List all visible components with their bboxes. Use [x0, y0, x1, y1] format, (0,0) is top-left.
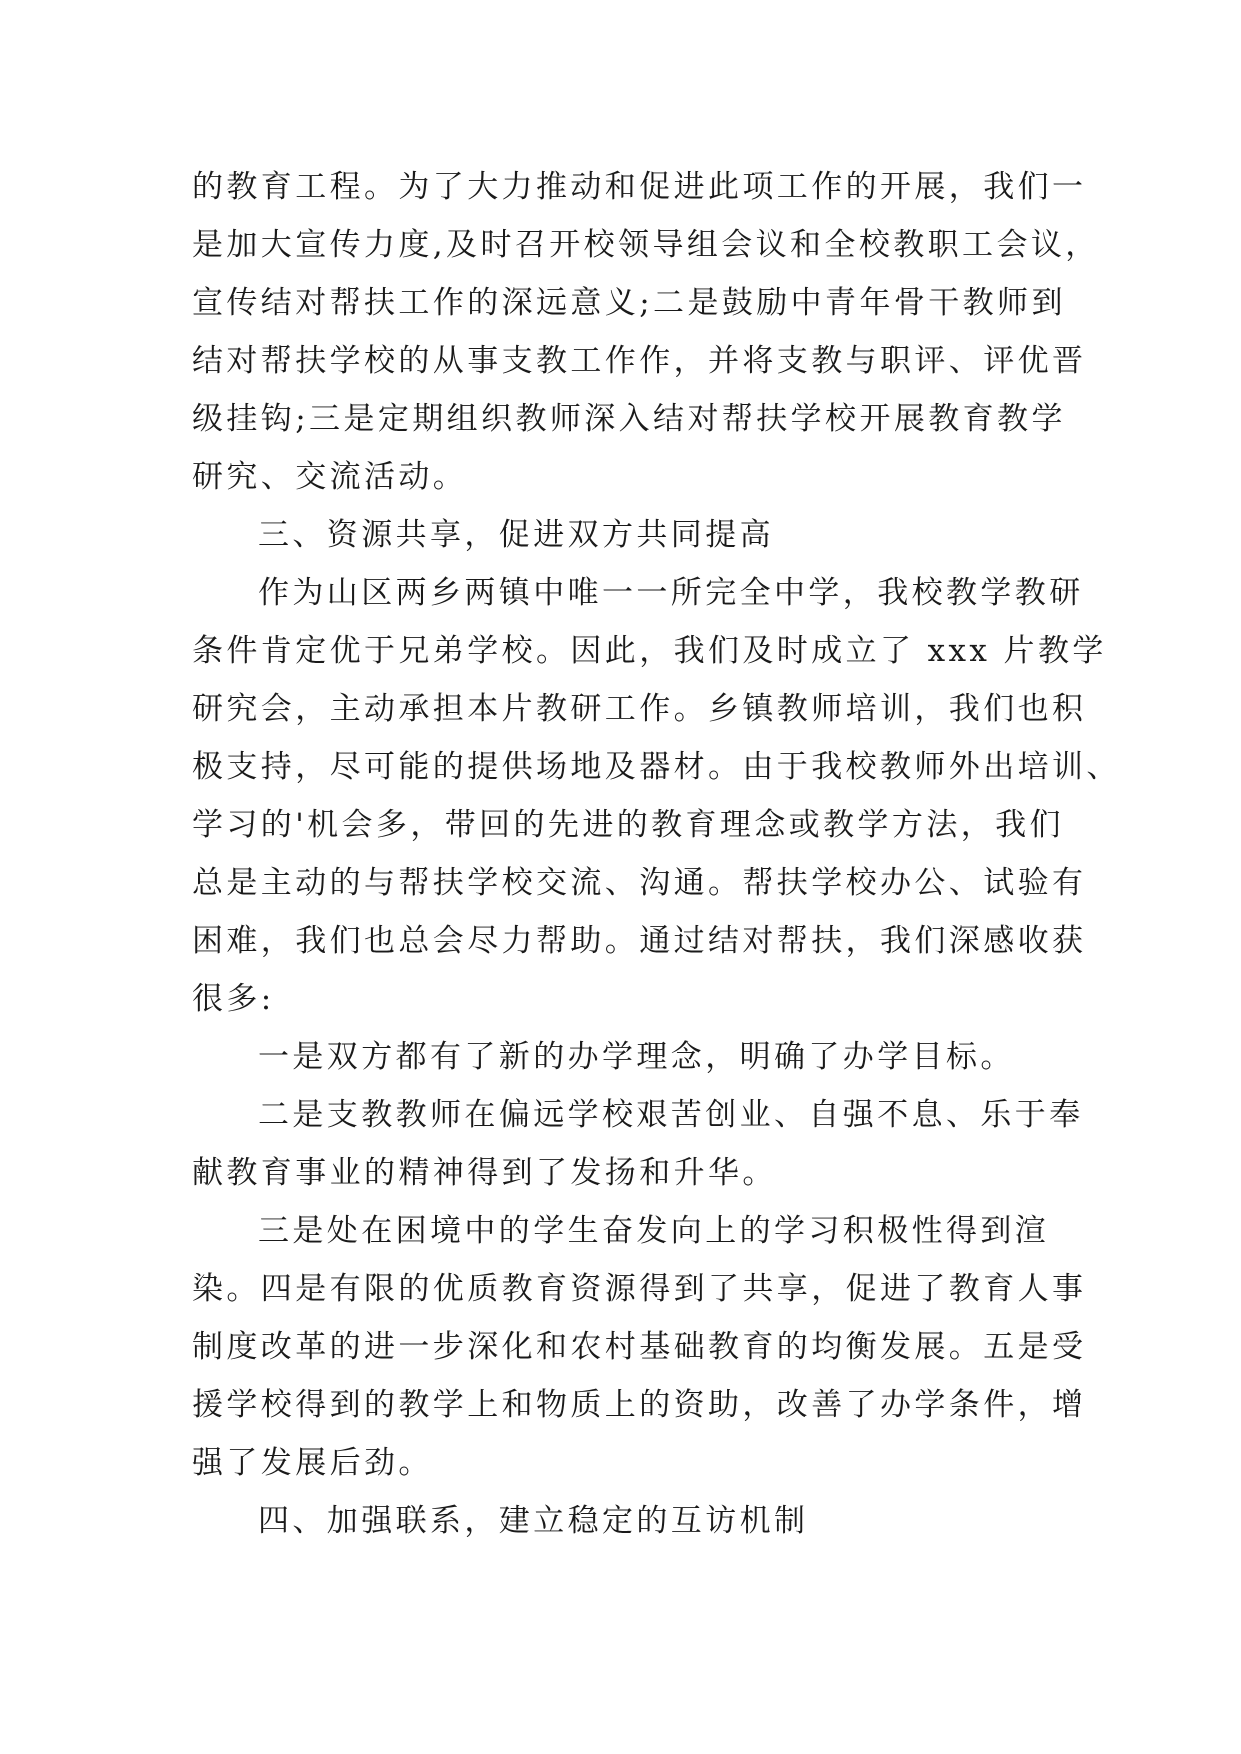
- paragraph-line: 是加大宣传力度,及时召开校领导组会议和全校教职工会议，: [192, 227, 1100, 263]
- list-item-2: 二是支教教师在偏远学校艰苦创业、自强不息、乐于奉: [258, 1097, 1084, 1133]
- paragraph-line: 研究会，主动承担本片教研工作。乡镇教师培训，我们也积: [192, 691, 1087, 727]
- paragraph-line: 困难，我们也总会尽力帮助。通过结对帮扶，我们深感收获: [192, 923, 1087, 959]
- paragraph-line: 很多:: [192, 981, 275, 1017]
- paragraph-line: 极支持，尽可能的提供场地及器材。由于我校教师外出培训、: [192, 749, 1121, 785]
- section-heading-4: 四、加强联系，建立稳定的互访机制: [258, 1503, 809, 1539]
- list-item-3: 三是处在困境中的学生奋发向上的学习积极性得到渲: [258, 1213, 1050, 1249]
- list-item-1: 一是双方都有了新的办学理念，明确了办学目标。: [258, 1039, 1015, 1075]
- section-heading-3: 三、资源共享，促进双方共同提高: [258, 517, 774, 553]
- paragraph-line: 学习的'机会多，带回的先进的教育理念或教学方法，我们: [192, 807, 1064, 843]
- paragraph-line: 的教育工程。为了大力推动和促进此项工作的开展，我们一: [192, 169, 1087, 205]
- paragraph-line: 强了发展后劲。: [192, 1445, 433, 1481]
- paragraph-line: 援学校得到的教学上和物质上的资助，改善了办学条件，增: [192, 1387, 1087, 1423]
- paragraph-line: 级挂钩;三是定期组织教师深入结对帮扶学校开展教育教学: [192, 401, 1066, 437]
- paragraph-line: 研究、交流活动。: [192, 459, 468, 495]
- paragraph-line: 条件肯定优于兄弟学校。因此，我们及时成立了 xxx 片教学: [192, 633, 1107, 669]
- paragraph-line: 结对帮扶学校的从事支教工作作，并将支教与职评、评优晋: [192, 343, 1087, 379]
- paragraph-line: 总是主动的与帮扶学校交流、沟通。帮扶学校办公、试验有: [192, 865, 1087, 901]
- paragraph-line: 染。四是有限的优质教育资源得到了共享，促进了教育人事: [192, 1271, 1087, 1307]
- paragraph-line: 宣传结对帮扶工作的深远意义;二是鼓励中青年骨干教师到: [192, 285, 1066, 321]
- paragraph-line: 制度改革的进一步深化和农村基础教育的均衡发展。五是受: [192, 1329, 1087, 1365]
- paragraph-line: 献教育事业的精神得到了发扬和升华。: [192, 1155, 777, 1191]
- paragraph-first-line: 作为山区两乡两镇中唯一一所完全中学，我校教学教研: [258, 575, 1084, 611]
- document-body: [192, 158, 1121, 1550]
